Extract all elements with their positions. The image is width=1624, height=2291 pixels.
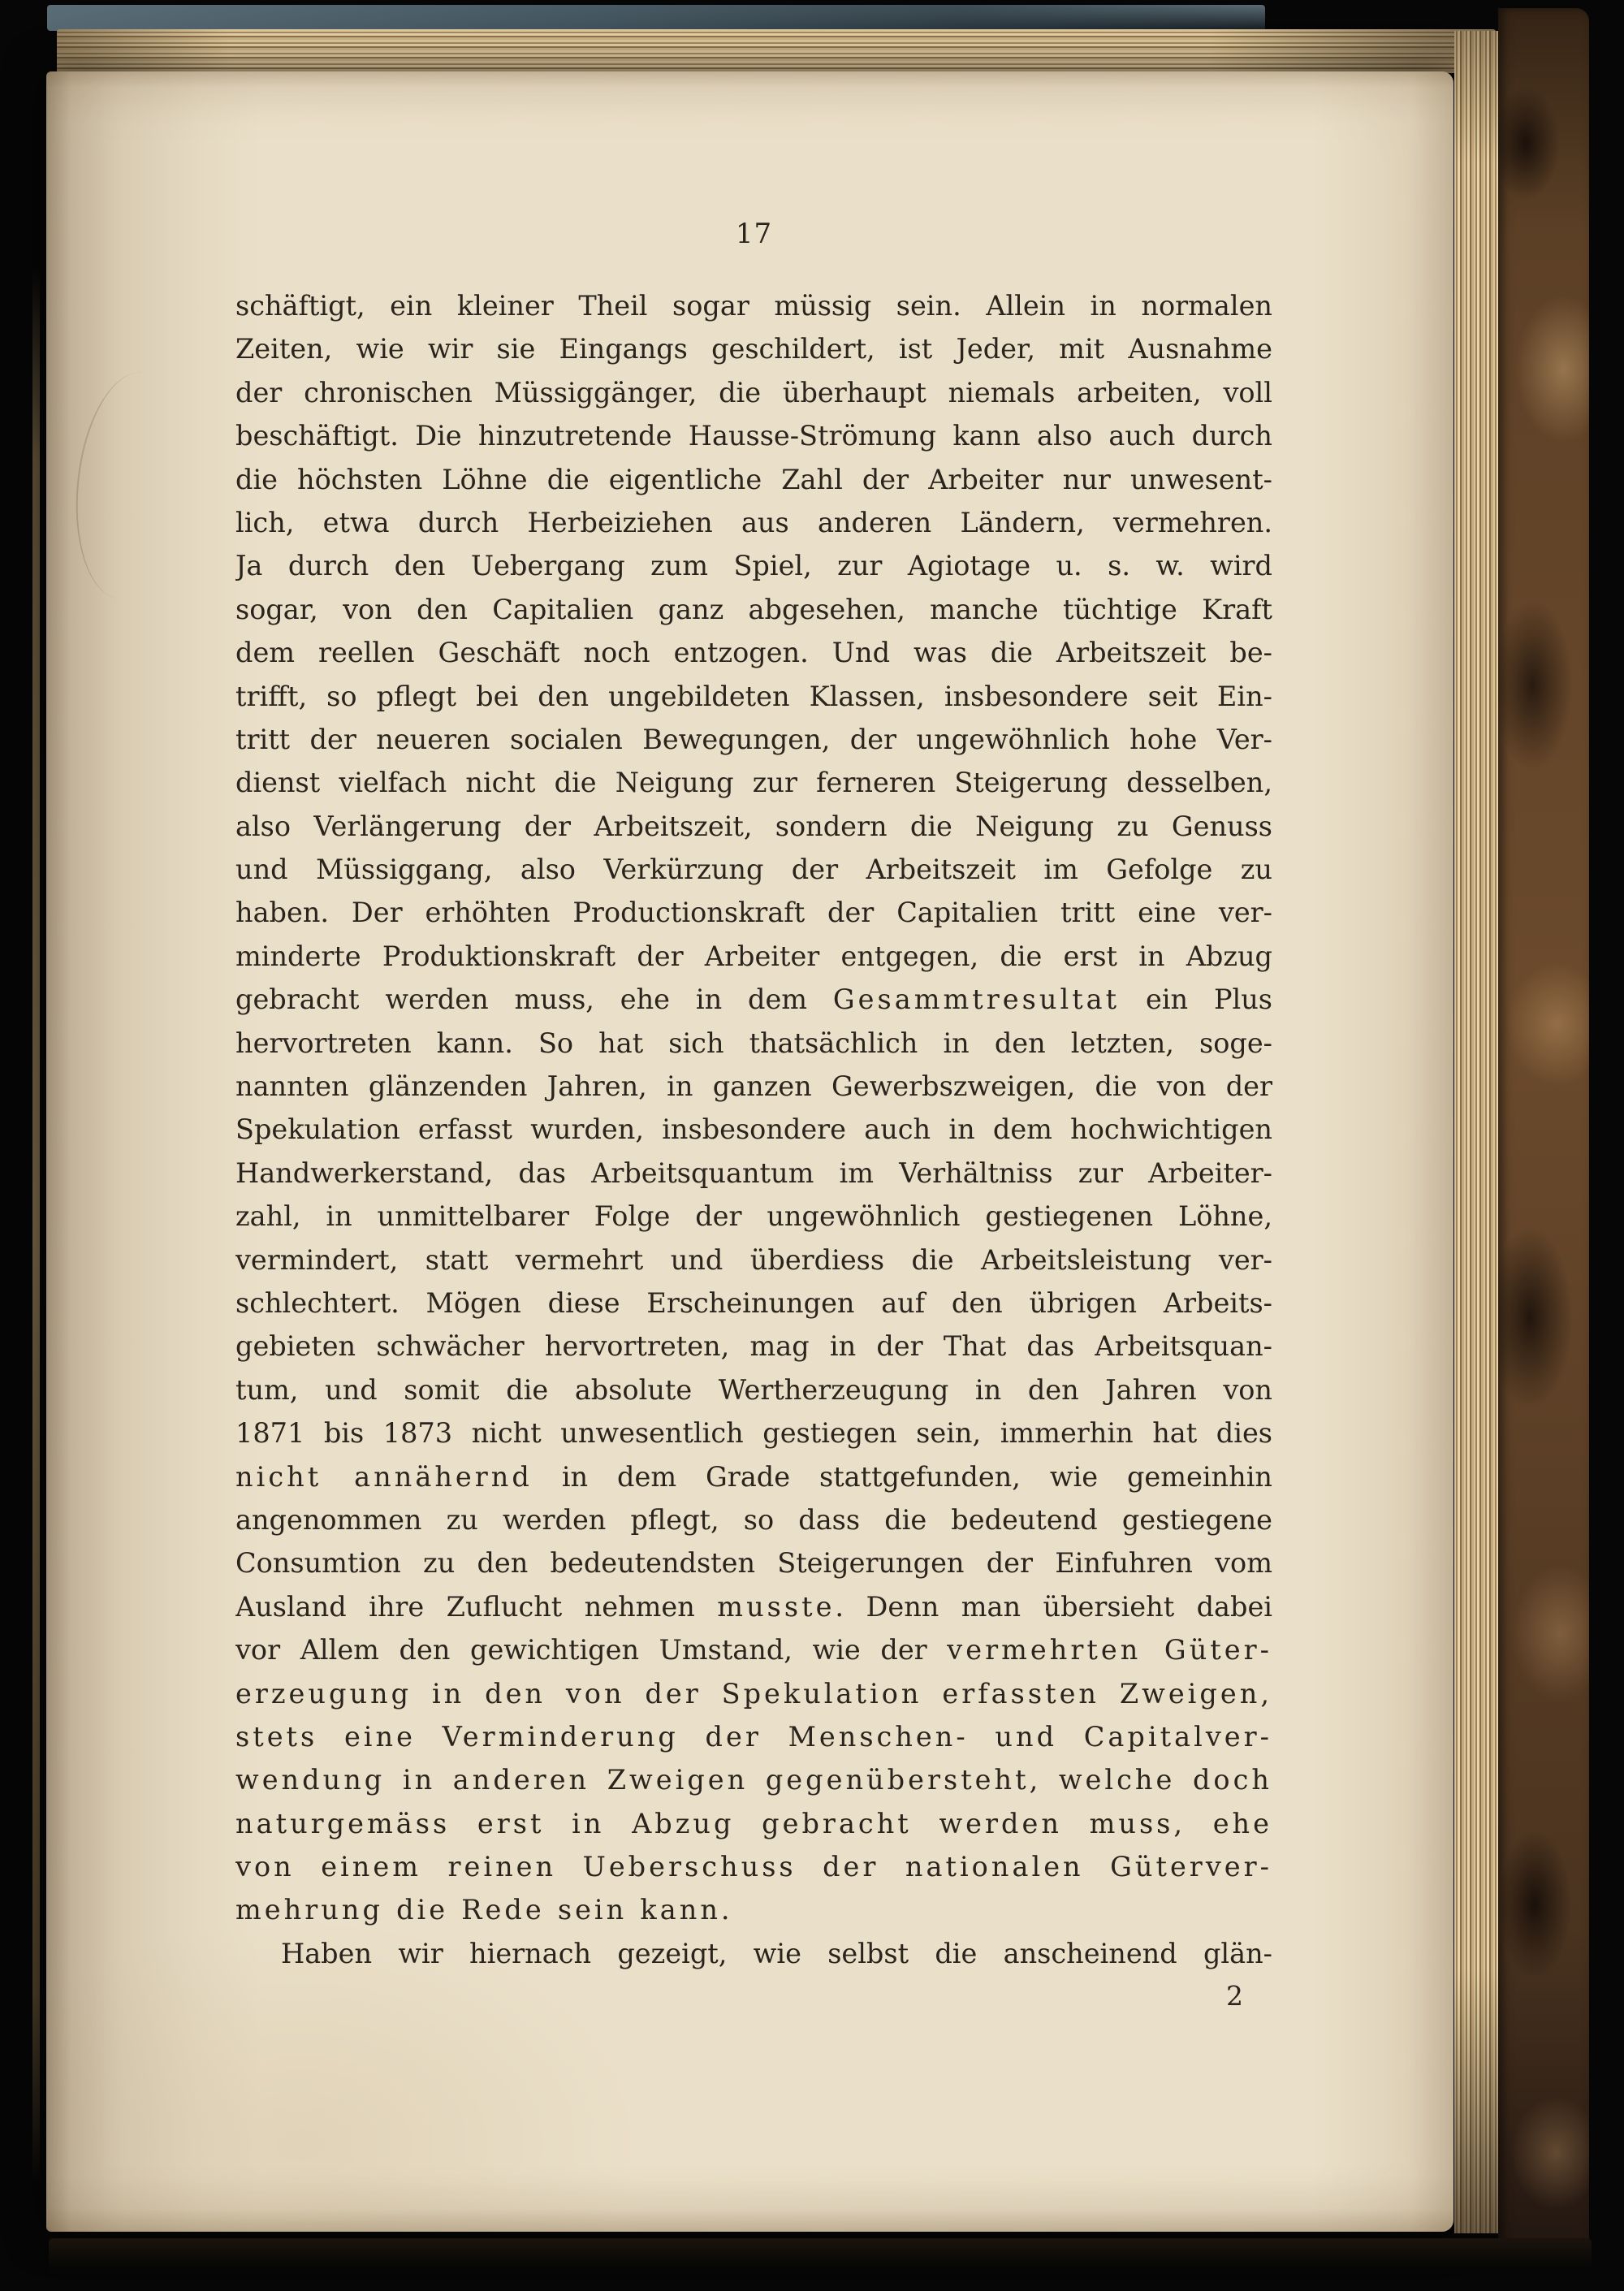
text-segment: ein Plus (1120, 983, 1272, 1016)
text-line (235, 1108, 1272, 1151)
text-line (235, 978, 1272, 1021)
emphasized-text: erzeugung in den von der Spekulation erfassten Zweigen, (235, 1677, 1272, 1710)
text-line (235, 718, 1272, 761)
emphasized-text: stets eine Verminderung der Menschen- und Capitalver- (235, 1720, 1272, 1753)
text-segment: also Verlängerung der Arbeitszeit, sondern die Neigung zu Genuss (235, 810, 1272, 842)
text-segment: haben. Der erhöhten Productionskraft der Capitalien tritt eine ver- (235, 897, 1272, 929)
text-segment: der chronischen Müssiggänger, die überhaupt niemals arbeiten, voll (235, 376, 1272, 408)
text-line (235, 1195, 1272, 1238)
text-line (235, 501, 1272, 544)
text-line (235, 1585, 1272, 1628)
text-segment: vor Allem den gewichtigen Umstand, wie der (235, 1634, 948, 1666)
text-line (235, 1022, 1272, 1065)
text-segment: Handwerkerstand, das Arbeitsquantum im Verhältniss zur Arbeiter- (235, 1156, 1272, 1189)
text-line (235, 1498, 1272, 1541)
text-line (235, 1932, 1272, 1975)
text-line (235, 1541, 1272, 1584)
text-segment: schäftigt, ein kleiner Theil sogar müssig sein. Allein in normalen (235, 290, 1272, 322)
paper-crease-mark (66, 367, 197, 604)
text-segment: lich, etwa durch Herbeiziehen aus anderen Ländern, vermehren. (235, 506, 1272, 538)
text-segment: sogar, von den Capitalien ganz abgesehen, manche tüchtige Kraft (235, 593, 1272, 625)
text-segment: schlechtert. Mögen diese Erscheinungen auf den übrigen Arbeits- (235, 1286, 1272, 1319)
book-top-cover-edge (47, 5, 1265, 31)
signature-mark: 2 (1226, 1980, 1243, 2012)
emphasized-text: vermehrten Güter- (947, 1634, 1272, 1666)
text-segment: angenommen zu werden pflegt, so dass die bedeutend gestiegene (235, 1503, 1272, 1536)
text-line (235, 371, 1272, 414)
text-segment: und Müssiggang, also Verkürzung der Arbeitszeit im Gefolge zu (235, 854, 1272, 886)
text-line (235, 1758, 1272, 1801)
text-segment: gebracht werden muss, ehe in dem (235, 983, 833, 1016)
text-line (235, 1845, 1272, 1888)
text-line (235, 458, 1272, 501)
page-number: 17 (735, 218, 773, 250)
text-segment: in dem Grade stattgefunden, wie gemeinhin (532, 1460, 1272, 1493)
text-line (235, 588, 1272, 631)
text-line (235, 1065, 1272, 1108)
text-segment: Spekulation erfasst wurden, insbesondere auch in dem hochwichtigen (235, 1113, 1272, 1146)
text-line (235, 544, 1272, 587)
emphasized-text: musste (717, 1590, 836, 1623)
text-segment: Haben wir hiernach gezeigt, wie selbst die anscheinend glän- (281, 1937, 1272, 1969)
text-segment: dienst vielfach nicht die Neigung zur ferneren Steigerung desselben, (235, 767, 1272, 799)
text-segment: . Denn man übersieht dabei (835, 1590, 1272, 1623)
text-segment: zahl, in unmittelbarer Folge der ungewöhnlich gestiegenen Löhne, (235, 1200, 1272, 1233)
text-line (235, 1282, 1272, 1325)
text-segment: gebieten schwächer hervortreten, mag in der That das Arbeitsquan- (235, 1330, 1272, 1363)
text-line (235, 284, 1272, 327)
emphasized-text: mehrung die Rede sein kann. (235, 1894, 733, 1926)
text-segment: trifft, so pflegt bei den ungebildeten Klassen, insbesondere seit Ein- (235, 680, 1272, 712)
text-line (235, 1715, 1272, 1758)
emphasized-text: von einem reinen Ueberschuss der nationalen Güterver- (235, 1851, 1272, 1883)
book-cover-edge (1498, 8, 1589, 2266)
emphasized-text: naturgemäss erst in Abzug gebracht werden muss, ehe (235, 1807, 1272, 1839)
text-line (235, 631, 1272, 674)
text-line (235, 761, 1272, 804)
page-stack-fore-edge (1454, 31, 1498, 2233)
text-line (235, 327, 1272, 370)
emphasized-text: wendung in anderen Zweigen gegenübersteht, welche doch (235, 1764, 1272, 1796)
text-line (235, 1325, 1272, 1368)
text-line (235, 1802, 1272, 1845)
text-segment: minderte Produktionskraft der Arbeiter entgegen, die erst in Abzug (235, 940, 1272, 972)
text-segment: dem reellen Geschäft noch entzogen. Und was die Arbeitszeit be- (235, 637, 1272, 669)
text-segment: nannten glänzenden Jahren, in ganzen Gewerbszweigen, die von der (235, 1070, 1272, 1103)
opposite-page-edge (32, 268, 40, 2185)
text-segment: die höchsten Löhne die eigentliche Zahl der Arbeiter nur unwesent- (235, 463, 1272, 495)
text-line (235, 1672, 1272, 1715)
text-segment: Ja durch den Uebergang zum Spiel, zur Agiotage u. s. w. wird (235, 550, 1272, 582)
text-segment: tum, und somit die absolute Wertherzeugung in den Jahren von (235, 1373, 1272, 1406)
text-segment: 1871 bis 1873 nicht unwesentlich gestiegen sein, immerhin hat dies (235, 1417, 1272, 1450)
text-line (235, 848, 1272, 891)
text-segment: Zeiten, wie wir sie Eingangs geschildert, ist Jeder, mit Ausnahme (235, 333, 1272, 365)
text-segment: Consumtion zu den bedeutendsten Steigerungen der Einfuhren vom (235, 1547, 1272, 1580)
text-line (235, 414, 1272, 457)
emphasized-text: Gesammtresultat (832, 983, 1121, 1016)
text-line (235, 805, 1272, 848)
text-line (235, 935, 1272, 978)
text-line (235, 1888, 1272, 1931)
text-line (235, 1368, 1272, 1411)
paragraph (235, 1932, 1272, 1975)
text-line (235, 1628, 1272, 1671)
text-line (235, 675, 1272, 718)
book-page (46, 71, 1453, 2232)
text-line (235, 1411, 1272, 1455)
page-stack-top-edge (57, 29, 1496, 73)
text-line (235, 1455, 1272, 1498)
book-bottom-shadow (49, 2238, 1592, 2274)
text-segment: vermindert, statt vermehrt und überdiess die Arbeitsleistung ver- (235, 1243, 1272, 1276)
text-segment: Ausland ihre Zuflucht nehmen (235, 1590, 718, 1623)
page-text (235, 284, 1272, 1975)
emphasized-text: nicht annähernd (235, 1460, 533, 1493)
text-segment: tritt der neueren socialen Bewegungen, der ungewöhnlich hohe Ver- (235, 723, 1272, 755)
text-line (235, 1152, 1272, 1195)
text-line (235, 891, 1272, 934)
paragraph (235, 284, 1272, 1932)
text-line (235, 1238, 1272, 1282)
text-segment: hervortreten kann. So hat sich thatsächlich in den letzten, soge- (235, 1027, 1272, 1059)
text-segment: beschäftigt. Die hinzutretende Hausse-Strömung kann also auch durch (235, 420, 1272, 452)
